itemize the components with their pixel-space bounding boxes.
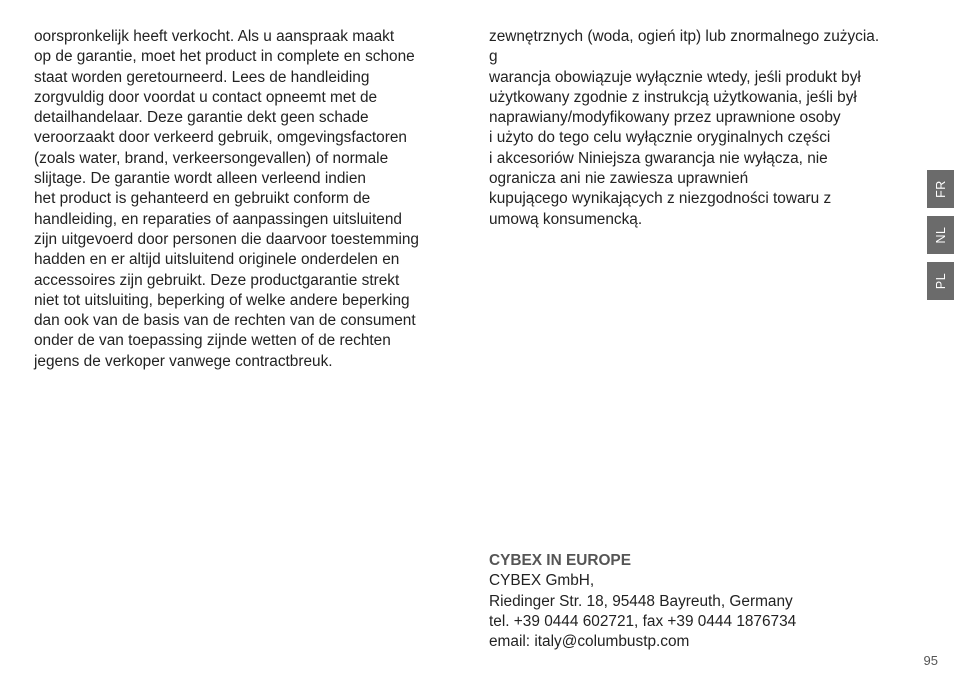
text-line: staat worden geretourneerd. Lees de handleiding bbox=[34, 68, 370, 86]
address-phone: tel. +39 0444 602721, fax +39 0444 1876734 bbox=[489, 612, 797, 630]
language-tab-fr[interactable] bbox=[927, 170, 954, 208]
text-line: i użyto do tego celu wyłącznie oryginalnych części bbox=[489, 129, 831, 147]
text-line: op de garantie, moet het product in complete en schone bbox=[34, 48, 415, 66]
text-line: zorgvuldig door voordat u contact opneemt met de bbox=[34, 88, 378, 106]
text-line: detailhandelaar. Deze garantie dekt geen schade bbox=[34, 109, 369, 127]
text-line: zewnętrznych (woda, ogień itp) lub znormalnego zużycia. bbox=[489, 28, 880, 45]
page-number: 95 bbox=[923, 653, 938, 668]
text-line: hadden en er altijd uitsluitend originele onderdelen en bbox=[34, 251, 400, 269]
text-line: slijtage. De garantie wordt alleen verleend indien bbox=[34, 170, 366, 188]
address-heading: CYBEX IN EUROPE bbox=[489, 552, 631, 569]
text-line: niet tot uitsluiting, beperking of welke andere beperking bbox=[34, 291, 410, 309]
text-line: veroorzaakt door verkeerd gebruik, omgevingsfactoren bbox=[34, 129, 407, 147]
text-line: accessoires zijn gebruikt. Deze productgarantie strekt bbox=[34, 271, 400, 289]
text-line: zijn uitgevoerd door personen die daarvoor toestemming bbox=[34, 230, 419, 248]
language-tab-label: FR bbox=[933, 180, 948, 198]
text-line: het product is gehanteerd en gebruikt conform de bbox=[34, 190, 371, 208]
text-line: umową konsumencką. bbox=[489, 210, 643, 228]
text-line: dan ook van de basis van de rechten van de consument bbox=[34, 312, 416, 330]
language-tabs bbox=[927, 170, 954, 308]
text-line: g bbox=[489, 48, 498, 66]
language-tab-pl[interactable] bbox=[927, 262, 954, 300]
text-line: ogranicza ani nie zawiesza uprawnień bbox=[489, 170, 749, 188]
text-line: kupującego wynikających z niezgodności towaru z bbox=[489, 190, 832, 208]
language-tab-label: NL bbox=[933, 226, 948, 244]
language-tab-label: PL bbox=[933, 272, 948, 290]
right-text-column bbox=[489, 27, 924, 230]
text-line: i akcesoriów Niniejsza gwarancja nie wyłącza, nie bbox=[489, 149, 828, 167]
text-line: jegens de verkoper vanwege contractbreuk. bbox=[34, 352, 333, 370]
language-tab-nl[interactable] bbox=[927, 216, 954, 254]
company-address-block bbox=[489, 551, 796, 652]
address-email: email: italy@columbustp.com bbox=[489, 633, 690, 651]
text-line: użytkowany zgodnie z instrukcją użytkowania, jeśli był bbox=[489, 88, 857, 106]
text-line: oorspronkelijk heeft verkocht. Als u aanspraak maakt bbox=[34, 28, 395, 45]
address-company: CYBEX GmbH, bbox=[489, 572, 595, 590]
text-line: handleiding, en reparaties of aanpassingen uitsluitend bbox=[34, 210, 402, 228]
text-line: naprawiany/modyfikowany przez uprawnione osoby bbox=[489, 109, 841, 127]
text-line: warancja obowiązuje wyłącznie wtedy, jeśli produkt był bbox=[489, 68, 861, 86]
text-line: (zoals water, brand, verkeersongevallen) of normale bbox=[34, 149, 389, 167]
address-street: Riedinger Str. 18, 95448 Bayreuth, Germany bbox=[489, 592, 793, 610]
left-text-column bbox=[34, 27, 464, 372]
text-line: onder de van toepassing zijnde wetten of de rechten bbox=[34, 332, 391, 350]
